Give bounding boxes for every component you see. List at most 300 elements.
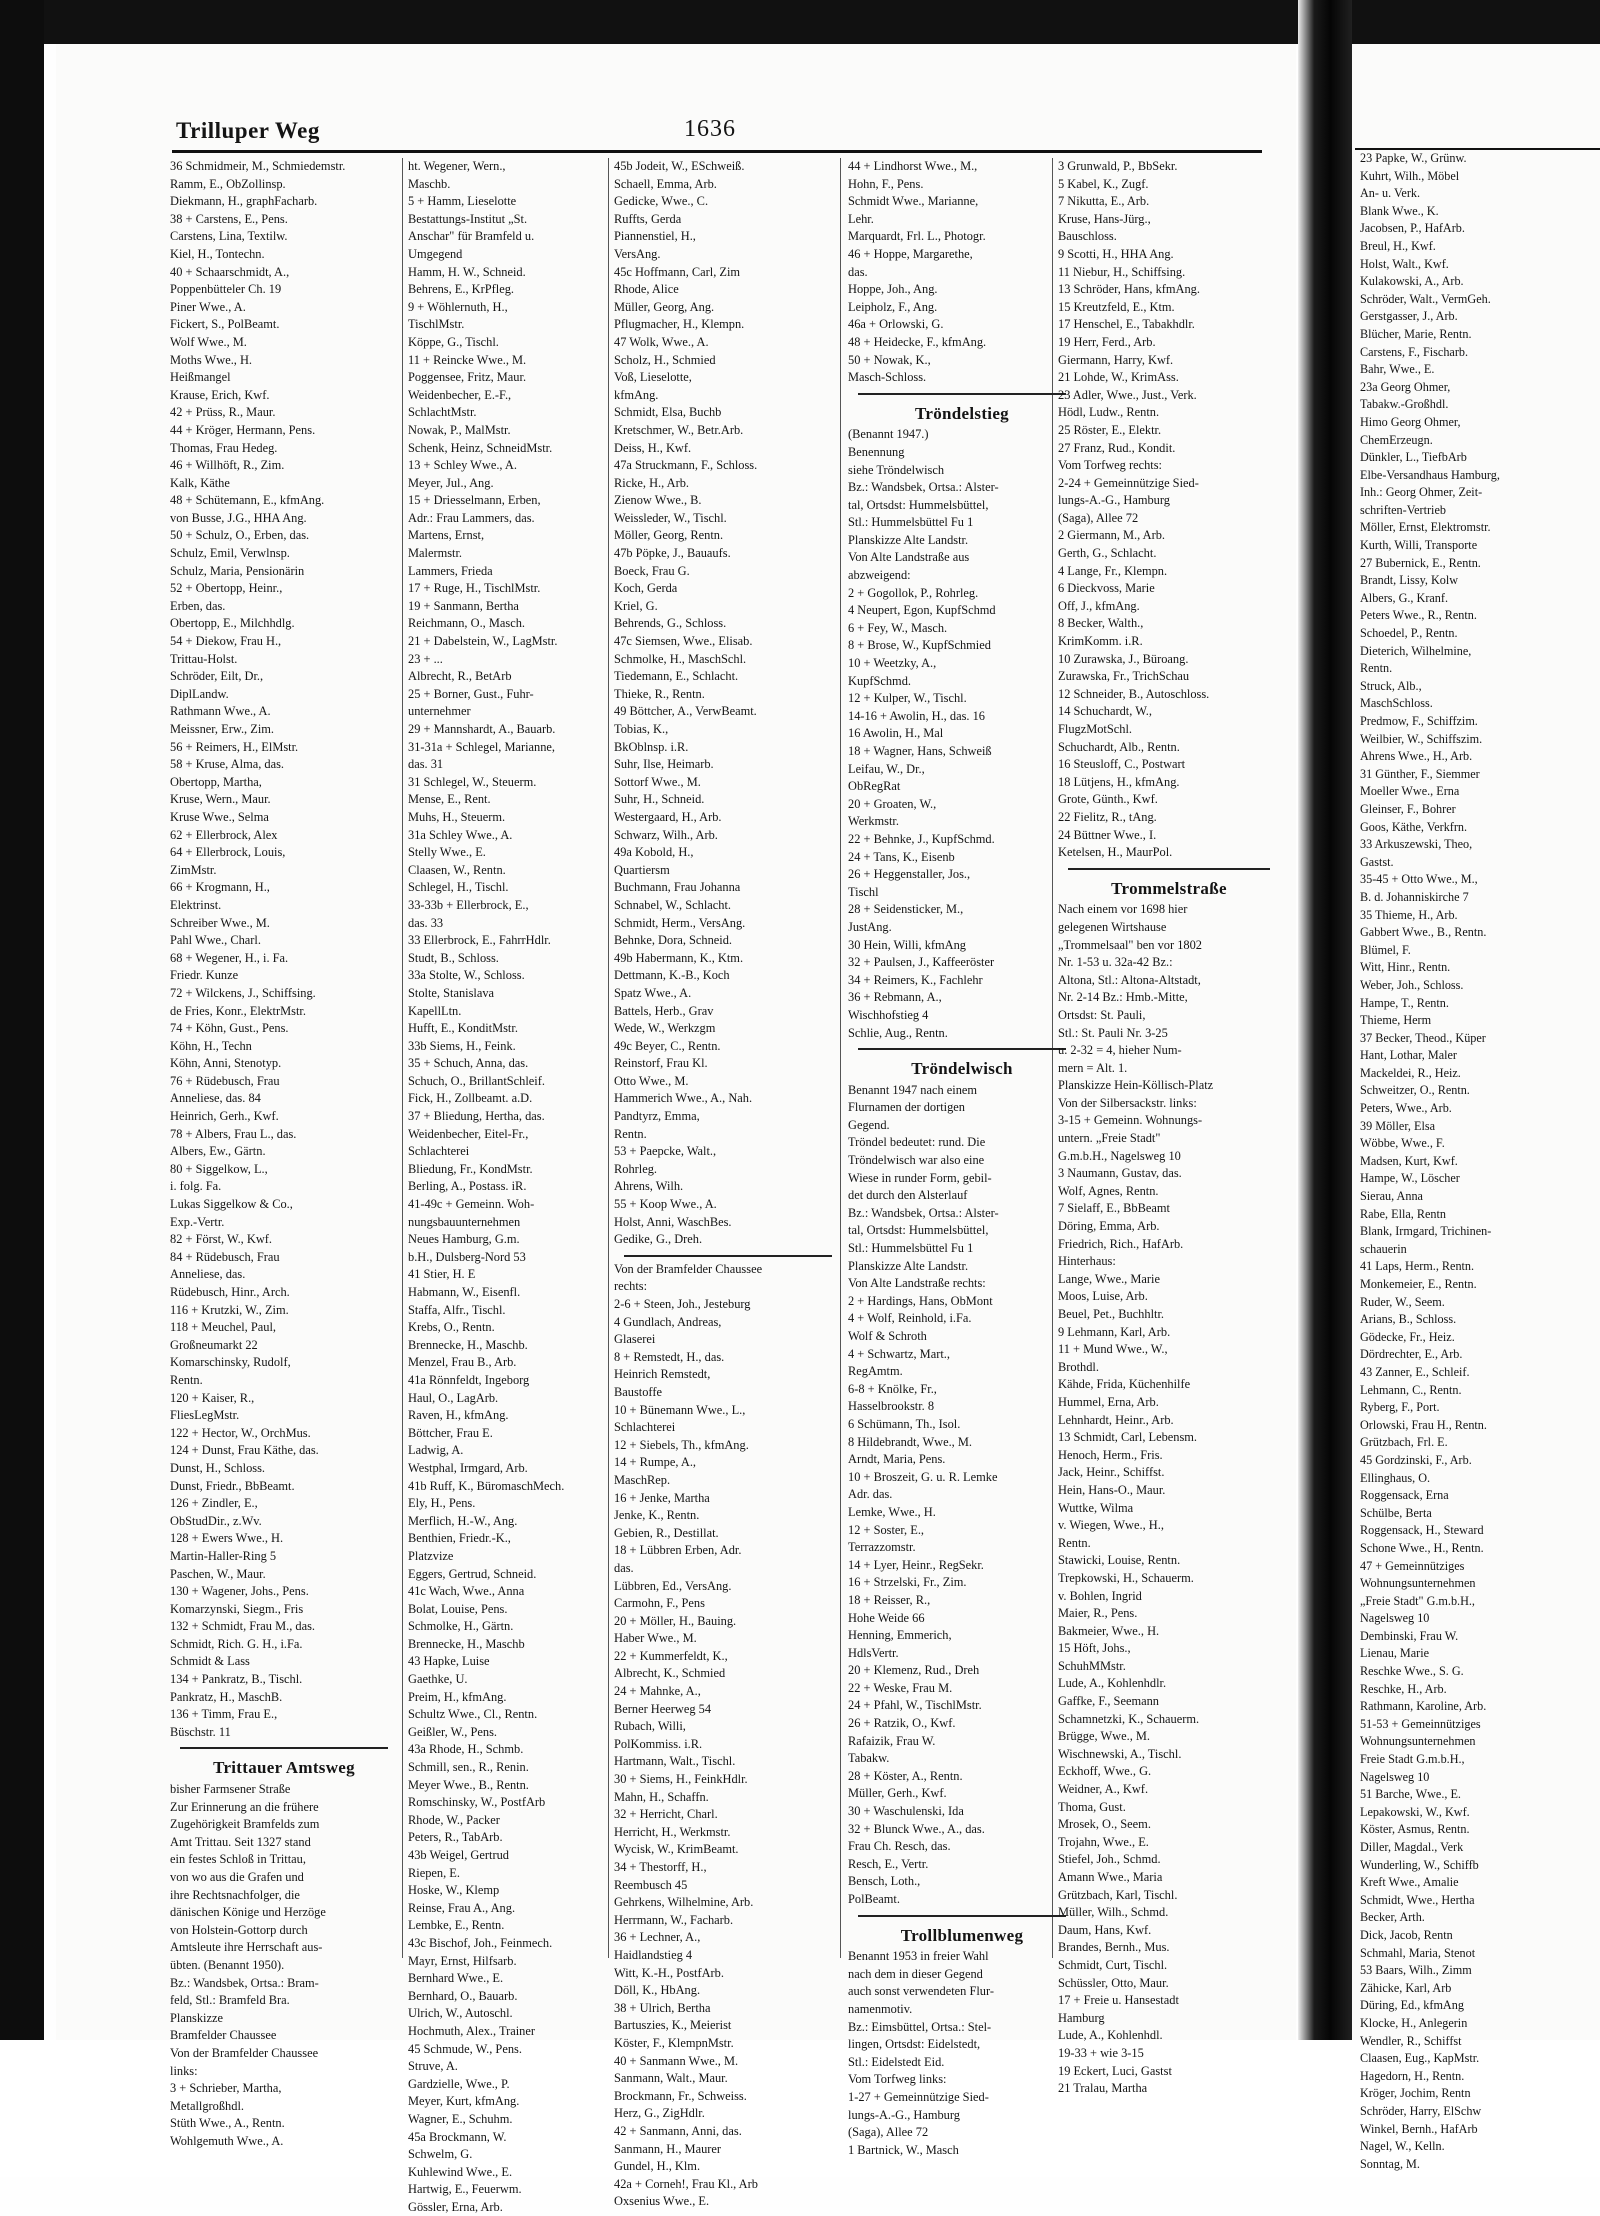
directory-entry: 27 Bubernick, E., Rentn.	[1360, 555, 1481, 570]
directory-entry: Holst, Anni, WaschBes.	[614, 1214, 732, 1229]
directory-entry: bisher Farmsener Straße	[170, 1782, 291, 1797]
directory-entry: Adr. das.	[848, 1487, 893, 1502]
directory-entry: v. Bohlen, Ingrid	[1058, 1588, 1142, 1603]
directory-entry: Stl.: St. Pauli Nr. 3-25	[1058, 1025, 1168, 1040]
directory-entry: 43a Rhode, H., Schmb.	[408, 1742, 524, 1757]
directory-entry: Rentn.	[1360, 661, 1393, 676]
directory-entry: Schmidt, Rich. G. H., i.Fa.	[170, 1636, 303, 1651]
street-heading: Tröndelwisch	[911, 1059, 1013, 1079]
directory-entry: Bernhard, O., Bauarb.	[408, 1988, 518, 2003]
directory-entry: 18 + Lübbren Erben, Adr.	[614, 1543, 742, 1558]
directory-entry: An- u. Verk.	[1360, 186, 1421, 201]
directory-entry: 13 Schröder, Hans, kfmAng.	[1058, 282, 1200, 297]
directory-entry: Planskizze Alte Landstr.	[848, 1258, 969, 1273]
next-page-column	[1360, 150, 1596, 2171]
directory-entry: 21 Lohde, W., KrimAss.	[1058, 370, 1179, 385]
directory-entry: Wiese in runder Form, gebil-	[848, 1170, 992, 1185]
directory-entry: 50 + Nowak, K.,	[848, 352, 931, 367]
directory-entry: Wunderling, W., Schiffb	[1360, 1857, 1479, 1872]
directory-entry: Schlachterei	[408, 1144, 470, 1159]
directory-entry: Bramfelder Chaussee	[170, 2028, 277, 2043]
directory-entry: Oxsenius Wwe., E.	[614, 2194, 710, 2209]
running-head-street: Trilluper Weg	[176, 118, 320, 143]
directory-entry: Hohn, F., Pens.	[848, 176, 924, 191]
directory-entry: Behrends, G., Schloss.	[614, 616, 727, 631]
directory-entry: 10 + Weetzky, A.,	[848, 656, 937, 671]
directory-entry: Gaethke, U.	[408, 1672, 468, 1687]
directory-entry: 47 Wolk, Wwe., A.	[614, 334, 709, 349]
directory-entry: 25 Röster, E., Elektr.	[1058, 422, 1162, 437]
directory-entry: Wendler, R., Schiffst	[1360, 2033, 1462, 2048]
directory-entry: schauerin	[1360, 1241, 1407, 1256]
directory-entry: Köhn, H., Techn	[170, 1038, 252, 1053]
directory-entry: Schmahl, Maria, Stenot	[1360, 1945, 1476, 1960]
directory-entry: Thomas, Frau Hedeg.	[170, 440, 278, 455]
directory-entry: Kruse, Wern., Maur.	[170, 792, 271, 807]
directory-entry: Pahl Wwe., Charl.	[170, 933, 261, 948]
directory-entry: 6-8 + Knölke, Fr.,	[848, 1381, 937, 1396]
directory-entry: ht. Wegener, Wern.,	[408, 159, 506, 173]
directory-entry: Elektrinst.	[170, 897, 222, 912]
directory-entry: 43b Weigel, Gertrud	[408, 1848, 509, 1862]
directory-entry: Lukas Siggelkow & Co.,	[170, 1197, 293, 1212]
directory-entry: von Busse, J.G., HHA Ang.	[170, 510, 307, 525]
directory-entry: Köppe, G., Tischl.	[408, 334, 499, 349]
directory-entry: Stl.: Hummelsbüttel Fu 1	[848, 515, 974, 530]
directory-entry: 76 + Rüdebusch, Frau	[170, 1073, 280, 1088]
directory-entry: feld, Stl.: Bramfeld Bra.	[170, 1993, 290, 2008]
directory-entry: Köster, F., KlempnMstr.	[614, 2035, 734, 2050]
directory-entry: Goos, Käthe, Verkfrn.	[1360, 819, 1468, 834]
directory-entry: 136 + Timm, Frau E.,	[170, 1707, 278, 1722]
directory-entry: Erben, das.	[170, 598, 226, 613]
scan-top-border	[0, 0, 1600, 44]
directory-entry: Köster, Asmus, Rentn.	[1360, 1822, 1470, 1837]
directory-entry: de Fries, Konr., ElektrMstr.	[170, 1003, 306, 1018]
directory-entry: 3-15 + Gemeinn. Wohnungs-	[1058, 1113, 1203, 1128]
directory-entry: Bahr, Wwe., E.	[1360, 362, 1435, 377]
directory-entry: 18 + Wagner, Hans, Schweiß	[848, 744, 992, 758]
directory-entry: Büschstr. 11	[170, 1724, 231, 1739]
directory-entry: Schmidt Wwe., Marianne,	[848, 194, 979, 209]
directory-entry: 32 + Paulsen, J., Kaffeeröster	[848, 955, 995, 970]
directory-entry: 28 + Köster, A., Rentn.	[848, 1768, 963, 1783]
directory-entry: dänischen Könige und Herzöge	[170, 1905, 326, 1920]
directory-entry: 16 + Jenke, Martha	[614, 1490, 710, 1505]
directory-entry: Moths Wwe., H.	[170, 352, 253, 367]
directory-entry: 55 + Koop Wwe., A.	[614, 1197, 717, 1212]
directory-entry: 19 Herr, Ferd., Arb.	[1058, 334, 1156, 349]
directory-entry: Schulz, Maria, Pensionärin	[170, 563, 305, 578]
directory-entry: Moos, Luise, Arb.	[1058, 1289, 1148, 1304]
directory-entry: 43 Hapke, Luise	[408, 1654, 490, 1669]
directory-entry: unternehmer	[408, 704, 471, 719]
directory-entry: Bernhard Wwe., E.	[408, 1971, 504, 1986]
directory-entry: 18 Lütjens, H., kfmAng.	[1058, 774, 1180, 789]
directory-entry: Von der Silbersackstr. links:	[1058, 1095, 1197, 1110]
directory-entry: Becker, Arth.	[1360, 1910, 1425, 1925]
directory-entry: 13 Schmidt, Carl, Lebensm.	[1058, 1430, 1198, 1445]
directory-entry: Friedr. Kunze	[170, 968, 239, 983]
directory-entry: v. Wiegen, Wwe., H.,	[1058, 1518, 1164, 1533]
directory-entry: Wischhofstieg 4	[848, 1007, 929, 1022]
directory-entry: Brennecke, H., Maschb	[408, 1636, 525, 1651]
directory-entry: 36 + Rebmann, A.,	[848, 990, 942, 1005]
directory-entry: Haber Wwe., M.	[614, 1631, 697, 1646]
directory-entry: tal, Ortsdst: Hummelsbüttel,	[848, 497, 989, 512]
directory-entry: Hasselbrookstr. 8	[848, 1399, 935, 1414]
directory-entry: Heißmangel	[170, 370, 231, 385]
directory-entry: Kröger, Jochim, Rentn	[1360, 2086, 1471, 2101]
directory-entry: Komarschinsky, Rudolf,	[170, 1355, 291, 1370]
directory-entry: das. 31	[408, 757, 444, 772]
directory-entry: Hinterhaus:	[1058, 1254, 1116, 1269]
directory-entry: Predmow, F., Schiffzim.	[1360, 714, 1478, 728]
directory-entry: Bliedung, Fr., KondMstr.	[408, 1161, 533, 1176]
directory-entry: Zähicke, Karl, Arb	[1360, 1980, 1452, 1995]
directory-entry: Himo Georg Ohmer,	[1360, 414, 1461, 429]
directory-entry: i. folg. Fa.	[170, 1179, 222, 1194]
directory-entry: Mahn, H., Schaffn.	[614, 1789, 709, 1804]
directory-entry: Obertopp, E., Milchhdlg.	[170, 616, 295, 631]
directory-entry: Gössler, Erna, Arb.	[408, 2199, 503, 2214]
directory-entry: ObRegRat	[848, 779, 901, 794]
directory-entry: Struck, Alb.,	[1360, 678, 1422, 693]
directory-entry: Brandt, Lissy, Kolw	[1360, 573, 1459, 588]
directory-entry: Hoske, W., Klemp	[408, 1883, 500, 1898]
directory-entry: Maier, R., Pens.	[1058, 1606, 1138, 1621]
directory-entry: Wolf & Schroth	[848, 1329, 927, 1343]
directory-entry: Stl.: Hummelsbüttel Fu 1	[848, 1241, 974, 1256]
directory-entry: Hödl, Ludw., Rentn.	[1058, 405, 1160, 420]
directory-entry: 47 + Gemeinnütziges	[1360, 1558, 1465, 1573]
directory-entry: 58 + Kruse, Alma, das.	[170, 757, 285, 772]
directory-entry: Tröndelwisch war also eine	[848, 1153, 985, 1168]
directory-entry: 22 + Weske, Frau M.	[848, 1680, 953, 1695]
directory-entry: Pflugmacher, H., Klempn.	[614, 317, 745, 332]
directory-entry: 33 Ellerbrock, E., FahrrHdlr.	[408, 933, 551, 948]
directory-entry: Lienau, Marie	[1360, 1646, 1430, 1661]
directory-entry: 8 + Remstedt, H., das.	[614, 1349, 725, 1364]
directory-entry: 46a + Orlowski, G.	[848, 317, 944, 332]
directory-entry: 33a Stolte, W., Schloss.	[408, 968, 525, 983]
directory-entry: Sanmann, Walt., Maur.	[614, 2071, 728, 2086]
directory-entry: Rentn.	[1058, 1535, 1091, 1550]
directory-entry: Behnke, Dora, Schneid.	[614, 933, 733, 948]
directory-entry: Gebien, R., Destillat.	[614, 1525, 719, 1540]
directory-entry: 4 Neupert, Egon, KupfSchmd	[848, 603, 996, 618]
directory-entry: Amt Trittau. Seit 1327 stand	[170, 1834, 311, 1849]
directory-entry: Preim, H., kfmAng.	[408, 1689, 507, 1704]
directory-entry: Benannt 1953 in freier Wahl	[848, 1949, 989, 1964]
directory-entry: 4 + Schwartz, Mart.,	[848, 1346, 950, 1361]
directory-entry: RegAmtm.	[848, 1364, 903, 1379]
directory-entry: Hufft, E., KonditMstr.	[408, 1021, 518, 1036]
directory-entry: FliesLegMstr.	[170, 1408, 240, 1423]
directory-entry: Schröder, Harry, ElSchw	[1360, 2103, 1482, 2118]
directory-entry: Scholz, H., Schmied	[614, 352, 716, 367]
directory-entry: 22 + Kummerfeldt, K.,	[614, 1648, 728, 1663]
directory-entry: Böttcher, Frau E.	[408, 1425, 493, 1440]
directory-entry: 17 + Ruge, H., TischlMstr.	[408, 581, 541, 596]
directory-entry: Sierau, Anna	[1360, 1189, 1423, 1204]
directory-entry: 23 Papke, W., Grünw.	[1360, 151, 1467, 165]
directory-entry: 132 + Schmidt, Frau M., das.	[170, 1619, 316, 1634]
directory-entry: Schreiber Wwe., M.	[170, 915, 270, 930]
directory-entry: lingen, Ortsdst: Eidelstedt,	[848, 2037, 981, 2052]
directory-entry: Meissner, Erw., Zim.	[170, 722, 275, 736]
directory-entry: Schmolke, H., Gärtn.	[408, 1619, 514, 1634]
directory-entry: Anneliese, das. 84	[170, 1091, 261, 1106]
directory-entry: Giermann, Harry, Kwf.	[1058, 352, 1174, 367]
directory-entry: das. 33	[408, 915, 444, 930]
directory-entry: das.	[848, 264, 868, 279]
directory-entry: 80 + Siggelkow, L.,	[170, 1161, 268, 1176]
directory-entry: Roggensack, Erna	[1360, 1488, 1449, 1503]
directory-entry: Friedrich, Rich., HafArb.	[1058, 1236, 1184, 1251]
directory-entry: Beuel, Pet., Buchhltr.	[1058, 1307, 1164, 1321]
directory-entry: Gardzielle, Wwe., P.	[408, 2076, 510, 2091]
directory-entry: gelegenen Wirtshause	[1058, 919, 1167, 934]
directory-entry: Romschinsky, W., PostfArb	[408, 1795, 546, 1810]
directory-entry: Bensch, Loth.,	[848, 1874, 921, 1889]
directory-entry: Inh.: Georg Ohmer, Zeit-	[1360, 485, 1483, 500]
directory-entry: Weidenbecher, E.-F.,	[408, 387, 512, 402]
directory-entry: 41a Rönnfeldt, Ingeborg	[408, 1372, 530, 1387]
directory-entry: Müller, Wilh., Schmd.	[1058, 1905, 1169, 1920]
directory-entry: Schenk, Heinz, SchneidMstr.	[408, 440, 553, 455]
directory-entry: Hoppe, Joh., Ang.	[848, 282, 938, 297]
directory-entry: Ketelsen, H., MaurPol.	[1058, 845, 1173, 860]
directory-entry: Martin-Haller-Ring 5	[170, 1548, 277, 1563]
directory-entry: Von Alte Landstraße aus	[848, 550, 970, 565]
directory-entry: Grützbach, Frl. E.	[1360, 1435, 1448, 1450]
directory-entry: Metallgroßhdl.	[170, 2098, 244, 2113]
directory-entry: Schnabel, W., Schlacht.	[614, 897, 732, 912]
directory-entry: 47a Struckmann, F., Schloss.	[614, 458, 758, 473]
directory-entry: 44 + Lindhorst Wwe., M.,	[848, 159, 978, 173]
directory-entry: 19 + Sanmann, Bertha	[408, 598, 519, 613]
directory-entry: 31a Schley Wwe., A.	[408, 827, 513, 842]
directory-entry: Nagel, W., Kelln.	[1360, 2139, 1445, 2154]
directory-entry: SchuhMMstr.	[1058, 1658, 1126, 1673]
directory-entry: Blümel, F.	[1360, 942, 1411, 957]
directory-entry: 45c Hoffmann, Carl, Zim	[614, 264, 741, 279]
directory-entry: 126 + Zindler, E.,	[170, 1496, 258, 1511]
directory-entry: Schröder, Eilt, Dr.,	[170, 669, 264, 684]
directory-entry: Wohlgemuth Wwe., A.	[170, 2133, 284, 2148]
directory-entry: Lehmann, C., Rentn.	[1360, 1382, 1462, 1397]
directory-entry: 8 + Brose, W., KupfSchmied	[848, 638, 991, 653]
directory-entry: 8 Becker, Walth.,	[1058, 616, 1144, 631]
directory-entry: Anneliese, das.	[170, 1267, 246, 1282]
directory-entry: Reschke Wwe., S. G.	[1360, 1664, 1464, 1679]
directory-entry: ihre Rechtsnachfolger, die	[170, 1887, 300, 1902]
directory-entry: Schmidt, Herm., VersAng.	[614, 915, 746, 930]
directory-entry: Lepakowski, W., Kwf.	[1360, 1804, 1470, 1819]
directory-entry: 45a Brockmann, W.	[408, 2129, 507, 2144]
street-heading: Trollblumenweg	[900, 1925, 1024, 1945]
directory-entry: 15 Kreutzfeld, E., Ktm.	[1058, 299, 1175, 314]
directory-entry: 130 + Wagener, Johs., Pens.	[170, 1584, 309, 1599]
directory-entry: PolBeamt.	[848, 1892, 900, 1906]
directory-entry: 7 Nikutta, E., Arb.	[1058, 194, 1150, 209]
directory-entry: 3 + Schrieber, Martha,	[170, 2081, 282, 2096]
directory-entry: Stiefel, Joh., Schmd.	[1058, 1852, 1161, 1867]
directory-entry: Blank Wwe., K.	[1360, 203, 1439, 218]
directory-entry: Tabakw.-Großhdl.	[1360, 397, 1449, 412]
directory-entry: Thoma, Gust.	[1058, 1799, 1126, 1814]
directory-entry: schriften-Vertrieb	[1360, 502, 1446, 517]
directory-entry: Gerth, G., Schlacht.	[1058, 546, 1157, 561]
directory-entry: Frau Ch. Resch, das.	[848, 1839, 951, 1854]
directory-entry: Ulrich, W., Autoschl.	[408, 2006, 513, 2021]
directory-entry: Tabakw.	[848, 1751, 890, 1766]
directory-entry: Schülbe, Berta	[1360, 1505, 1432, 1520]
directory-entry: 34 + Thestorff, H.,	[614, 1860, 707, 1874]
directory-entry: 14 + Lyer, Heinr., RegSekr.	[848, 1557, 984, 1572]
directory-entry: det durch den Alsterlauf	[848, 1188, 968, 1203]
directory-entry: Bakmeier, Wwe., H.	[1058, 1623, 1160, 1638]
directory-entry: 49c Beyer, C., Rentn.	[614, 1038, 721, 1053]
directory-entry: G.m.b.H., Nagelsweg 10	[1058, 1148, 1181, 1163]
directory-entry: Dieterich, Wilhelmine,	[1360, 643, 1472, 658]
directory-entry: Suhr, Ilse, Heimarb.	[614, 757, 714, 772]
directory-entry: 43c Bischof, Joh., Feinmech.	[408, 1935, 553, 1950]
directory-entry: Fickert, S., PolBeamt.	[170, 317, 280, 332]
directory-entry: 45 Gordzinski, F., Arb.	[1360, 1452, 1472, 1467]
street-heading: Trittauer Amtsweg	[213, 1758, 355, 1778]
directory-entry: Bartuszies, K., Meierist	[614, 2018, 732, 2033]
directory-entry: Diekmann, H., graphFacharb.	[170, 194, 318, 209]
section-divider	[624, 1255, 832, 1257]
directory-entry: Kretschmer, W., Betr.Arb.	[614, 422, 744, 437]
directory-entry: Kurth, Willi, Transporte	[1360, 538, 1478, 553]
directory-entry: Dünkler, L., TiefbArb	[1360, 450, 1467, 465]
page-number: 1636	[684, 116, 736, 142]
directory-entry: Rhode, Alice	[614, 282, 679, 297]
directory-entry: Buchmann, Frau Johanna	[614, 880, 741, 895]
directory-entry: Sanmann, H., Maurer	[614, 2141, 722, 2156]
directory-entry: 39 Möller, Elsa	[1360, 1118, 1435, 1133]
directory-column-2	[408, 158, 636, 2214]
directory-entry: Brothdl.	[1058, 1359, 1099, 1374]
directory-entry: Stolte, Stanislava	[408, 985, 495, 1000]
directory-entry: Daum, Hans, Kwf.	[1058, 1922, 1152, 1937]
directory-entry: Schmidt, Curt, Tischl.	[1058, 1957, 1168, 1972]
directory-entry: Riepen, E.	[408, 1865, 460, 1880]
directory-entry: 6 + Fey, W., Masch.	[848, 620, 948, 635]
directory-entry: 42 + Prüss, R., Maur.	[170, 405, 276, 420]
directory-entry: Henning, Emmerich,	[848, 1628, 952, 1643]
directory-entry: Weilbier, W., Schiffszim.	[1360, 731, 1483, 746]
directory-entry: Ricke, H., Arb.	[614, 475, 690, 490]
directory-entry: 23 Adler, Wwe., Just., Verk.	[1058, 387, 1197, 402]
directory-entry: 10 + Broszeit, G. u. R. Lemke	[848, 1469, 998, 1484]
directory-entry: Amtsleute ihre Herrschaft aus-	[170, 1940, 323, 1955]
directory-entry: Westergaard, H., Arb.	[614, 809, 722, 824]
directory-entry: Reembusch 45	[614, 1877, 688, 1892]
directory-entry: Lange, Wwe., Marie	[1058, 1271, 1160, 1286]
directory-entry: 128 + Ewers Wwe., H.	[170, 1531, 284, 1546]
directory-entry: Trepkowski, H., Schauerm.	[1058, 1570, 1194, 1585]
section-divider	[858, 393, 1066, 395]
directory-entry: Albrecht, R., BetArb	[408, 669, 512, 684]
directory-entry: 6 Schümann, Th., Isol.	[848, 1416, 961, 1431]
directory-entry: Düring, Ed., kfmAng	[1360, 1998, 1464, 2013]
directory-entry: Voß, Lieselotte,	[614, 370, 692, 385]
directory-entry: 14 Schuchardt, W.,	[1058, 704, 1152, 719]
directory-entry: B. d. Johanniskirche 7	[1360, 889, 1469, 904]
directory-entry: PolKommiss. i.R.	[614, 1736, 703, 1751]
directory-entry: Gundel, H., Klm.	[614, 2159, 701, 2174]
directory-entry: Fick, H., Zollbeamt. a.D.	[408, 1091, 533, 1106]
directory-column-1	[170, 158, 398, 2148]
directory-entry: Hamm, H. W., Schneid.	[408, 264, 526, 279]
directory-entry: Gehrkens, Wilhelmine, Arb.	[614, 1895, 754, 1910]
directory-entry: 11 + Reincke Wwe., M.	[408, 352, 527, 367]
directory-entry: Albers, G., Kranf.	[1360, 590, 1448, 605]
directory-entry: Dettmann, K.-B., Koch	[614, 968, 730, 983]
directory-entry: 72 + Wilckens, J., Schiffsing.	[170, 985, 316, 1000]
directory-entry: 32 + Blunck Wwe., A., das.	[848, 1821, 985, 1836]
directory-entry: 45 Schmude, W., Pens.	[408, 2041, 522, 2056]
directory-entry: Platzvize	[408, 1548, 454, 1563]
directory-entry: 52 + Obertopp, Heinr.,	[170, 581, 283, 596]
directory-entry: Schuch, O., BrillantSchleif.	[408, 1073, 545, 1088]
directory-entry: 26 + Heggenstaller, Jos.,	[848, 867, 971, 882]
directory-entry: KapellLtn.	[408, 1003, 462, 1018]
directory-entry: 12 Schneider, B., Autoschloss.	[1058, 686, 1210, 701]
directory-entry: 11 + Mund Wwe., W.,	[1058, 1342, 1168, 1357]
directory-entry: Hummel, Erna, Arb.	[1058, 1394, 1159, 1409]
directory-entry: Reichmann, O., Masch.	[408, 616, 525, 631]
directory-entry: Boeck, Frau G.	[614, 563, 690, 578]
directory-entry: Kriel, G.	[614, 598, 658, 613]
directory-entry: 82 + Först, W., Kwf.	[170, 1232, 272, 1247]
directory-entry: ChemErzeugn.	[1360, 432, 1433, 447]
directory-entry: 26 + Ratzik, O., Kwf.	[848, 1716, 956, 1731]
directory-entry: Reschke, H., Arb.	[1360, 1681, 1447, 1696]
directory-entry: auch sonst verwendeten Flur-	[848, 1984, 994, 1999]
directory-entry: Peters, Wwe., Arb.	[1360, 1101, 1452, 1116]
directory-entry: Ahrens Wwe., H., Arb.	[1360, 749, 1473, 764]
directory-entry: 41c Wach, Wwe., Anna	[408, 1584, 525, 1599]
directory-entry: Lude, A., Kohlenhdl.	[1058, 2028, 1163, 2043]
directory-entry: Resch, E., Vertr.	[848, 1856, 929, 1871]
directory-entry: Bz.: Wandsbek, Ortsa.: Bram-	[170, 1975, 319, 1990]
street-heading: Tröndelstieg	[915, 403, 1009, 423]
directory-entry: Schröder, Walt., VermGeh.	[1360, 291, 1491, 306]
directory-entry: 13 + Schley Wwe., A.	[408, 458, 517, 473]
street-heading: Trommelstraße	[1111, 878, 1227, 898]
directory-entry: Kähde, Frida, Küchenhilfe	[1058, 1377, 1191, 1392]
directory-entry: 12 + Kulper, W., Tischl.	[848, 691, 967, 706]
directory-entry: 78 + Albers, Frau L., das.	[170, 1126, 297, 1141]
directory-entry: 68 + Wegener, H., i. Fa.	[170, 950, 289, 965]
directory-entry: Jenke, K., Rentn.	[614, 1508, 700, 1523]
directory-entry: Rentn.	[614, 1126, 647, 1141]
directory-entry: 22 + Behnke, J., KupfSchmd.	[848, 831, 995, 846]
directory-entry: lungs-A.-G., Hamburg	[848, 2107, 960, 2122]
directory-entry: Gedike, G., Dreh.	[614, 1232, 703, 1247]
directory-entry: Dick, Jacob, Rentn	[1360, 1927, 1453, 1942]
directory-entry: Hant, Lothar, Maler	[1360, 1048, 1457, 1063]
directory-entry: Meyer, Kurt, kfmAng.	[408, 2094, 520, 2109]
directory-entry: Freie Stadt G.m.b.H.,	[1360, 1752, 1465, 1767]
directory-entry: 5 Kabel, K., Zugf.	[1058, 176, 1149, 191]
directory-entry: Jacobsen, P., HafArb.	[1360, 221, 1465, 236]
